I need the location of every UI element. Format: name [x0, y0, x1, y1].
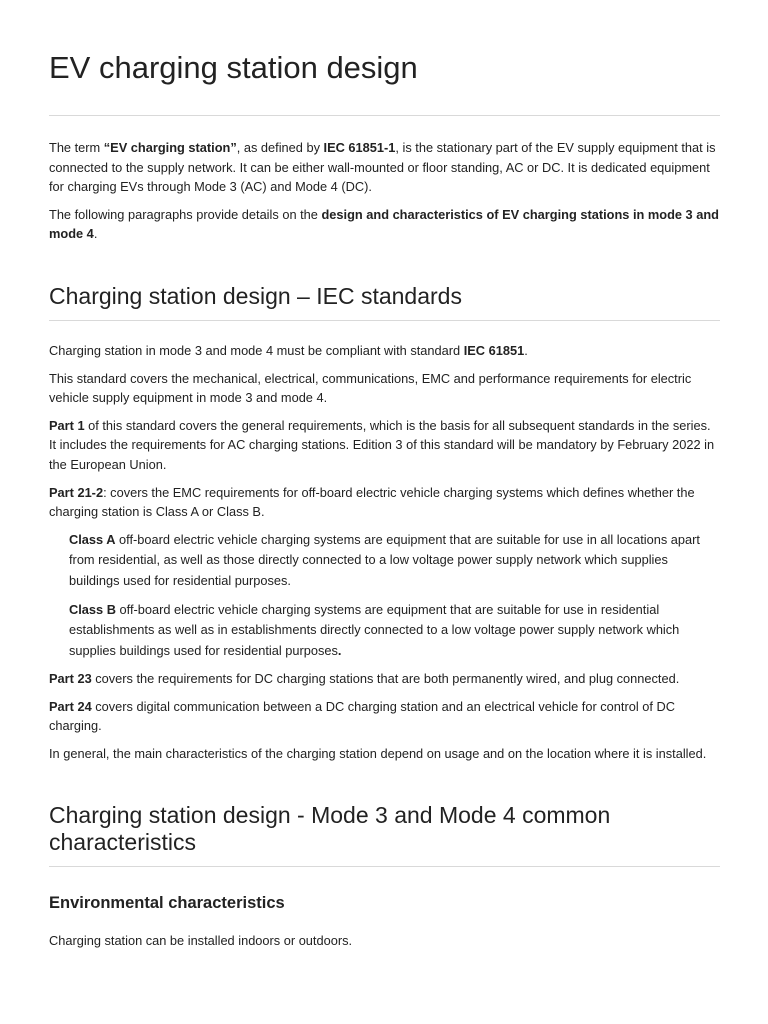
title-divider [49, 115, 720, 116]
paragraph-text: off-board electric vehicle charging systems are equipment that are suitable for use in residential establishments as well as in establishments directly connected to a low voltage power supply network which supplies buildings used for residential purposes [69, 601, 680, 658]
part-1-paragraph [49, 416, 720, 475]
paragraph-text: . [524, 342, 528, 358]
class-a-paragraph [49, 530, 720, 592]
part-label: Part 1 [49, 417, 85, 433]
term-ev-charging-station: “EV charging station” [103, 140, 237, 155]
part-23-paragraph [49, 669, 720, 689]
intro-paragraph-2 [49, 205, 720, 244]
environmental-paragraph: Charging station can be installed indoors or outdoors. [49, 932, 353, 948]
part-21-2-paragraph [49, 483, 720, 522]
page-title: EV charging station design [49, 50, 418, 85]
intro-text: , is the stationary part of the EV supply equipment that is connected to the supply network. It can be either wall-mounted or floor standing, AC or DC. It is dedicated equipment for charging EVs through Mode 3 (AC) and Mode 4 (DC). [49, 140, 716, 195]
part-24-paragraph [49, 697, 720, 736]
intro-text: , as defined by [236, 140, 324, 155]
intro-emphasis: design and characteristics of EV charging stations in mode 3 and mode 4 [49, 206, 719, 242]
part-label: Part 24 [49, 698, 92, 714]
standard-ref-iec-61851: IEC 61851 [463, 342, 525, 358]
section-heading-iec-standards: Charging station design – IEC standards [49, 282, 462, 309]
standard-scope-paragraph: This standard covers the mechanical, electrical, communications, EMC and performance requirements for electric vehicle supply equipment in mode 3 and mode 4. [49, 370, 692, 406]
intro-text: The following paragraphs provide details on the [49, 206, 322, 222]
intro-text: . [93, 226, 98, 242]
class-label: Class B [69, 601, 116, 617]
general-characteristics-paragraph: In general, the main characteristics of the charging station depend on usage and on the location where it is installed. [49, 746, 707, 762]
intro-text: The term [49, 140, 104, 155]
section-heading-common-characteristics: Charging station design - Mode 3 and Mode 4 common characteristics [49, 801, 611, 855]
paragraph-text: of this standard covers the general requirements, which is the basis for all subsequent standards in the series. It includes the requirements for AC charging stations. Edition 3 of this standard will be mandatory by February 2022 in the European Union. [49, 417, 715, 472]
section-divider [49, 866, 720, 867]
standard-ref-iec-61851-1: IEC 61851-1 [323, 140, 396, 155]
paragraph-text: covers the requirements for DC charging stations that are both permanently wired, and plug connected. [91, 671, 680, 687]
paragraph-text: covers digital communication between a DC charging station and an electrical vehicle for control of DC charging. [49, 698, 675, 734]
section-divider [49, 320, 720, 321]
part-label: Part 23 [49, 671, 92, 687]
subheading-environmental-characteristics: Environmental characteristics [49, 893, 285, 912]
intro-paragraph-1 [49, 138, 720, 197]
paragraph-end: . [337, 642, 342, 658]
iec-compliance-paragraph [49, 341, 720, 361]
paragraph-text: : covers the EMC requirements for off-board electric vehicle charging systems which defines whether the charging station is Class A or Class B. [49, 484, 695, 520]
class-label: Class A [69, 531, 116, 547]
paragraph-text: Charging station in mode 3 and mode 4 must be compliant with standard [49, 342, 464, 358]
class-b-paragraph [49, 600, 720, 662]
paragraph-text: off-board electric vehicle charging systems are equipment that are suitable for use in all locations apart from residential, as well as those directly connected to a low voltage power supply network which supplies buildings used for residential purposes. [69, 531, 700, 588]
part-label: Part 21-2 [49, 484, 104, 500]
